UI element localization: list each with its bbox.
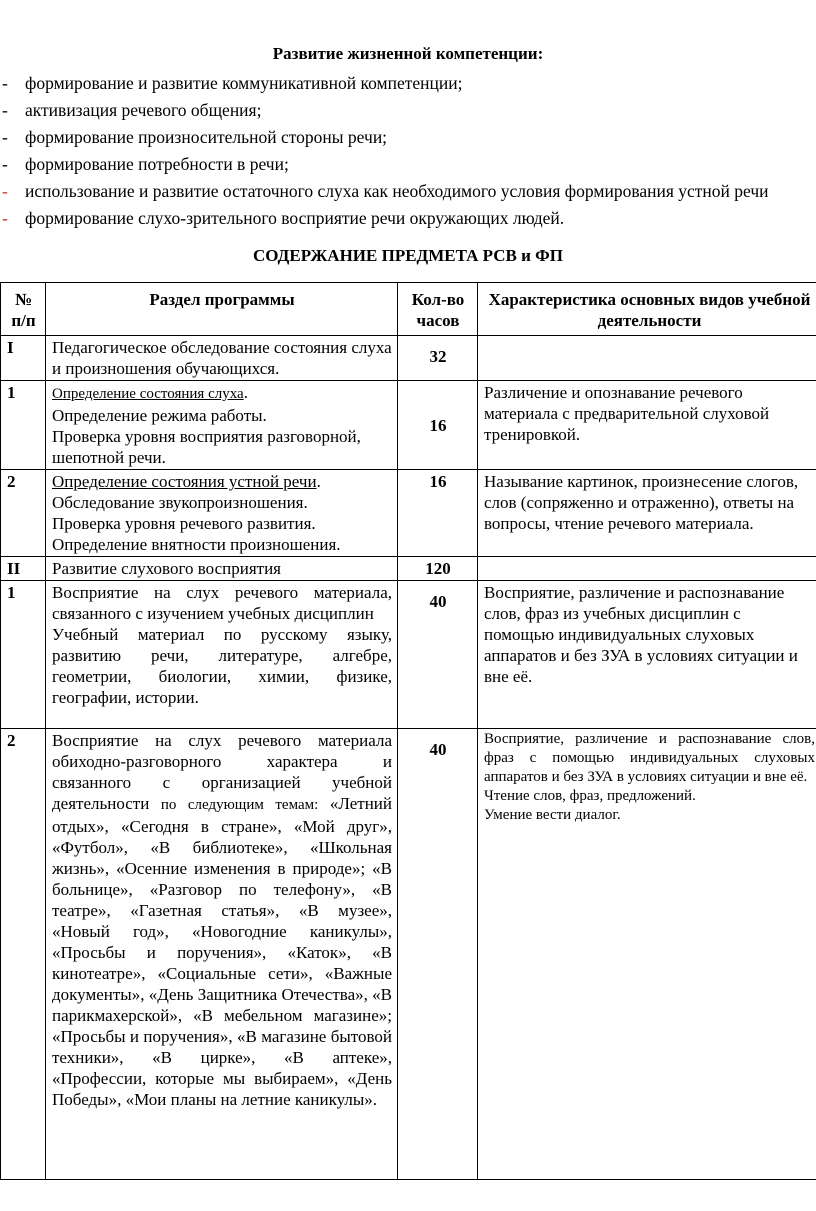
curriculum-table bbox=[0, 282, 816, 1180]
table-row bbox=[1, 381, 816, 470]
bullet-dash: - bbox=[2, 73, 8, 93]
row-activity bbox=[478, 557, 816, 581]
row-activity bbox=[478, 336, 816, 381]
table-row bbox=[1, 581, 816, 729]
row-hours: 120 bbox=[398, 557, 478, 581]
row-hours: 16 bbox=[398, 470, 478, 557]
row-num: II bbox=[1, 557, 46, 581]
table-header-row bbox=[1, 283, 816, 336]
row-num: 2 bbox=[1, 470, 46, 557]
section-line: Проверка уровня восприятия разговорной, шепотной речи. bbox=[52, 427, 361, 467]
section-subheading: Определение состояния устной речи bbox=[52, 472, 317, 491]
row-section bbox=[46, 729, 398, 1180]
bullet-dash: - bbox=[2, 208, 8, 228]
row-num: 2 bbox=[1, 729, 46, 1180]
table-row bbox=[1, 729, 816, 1180]
header-activity: Характеристика основных видов учебной деятельности bbox=[478, 283, 816, 336]
row-hours: 40 bbox=[398, 581, 478, 729]
page-heading: Развитие жизненной компетенции: bbox=[272, 44, 544, 63]
section-line: Проверка уровня речевого развития. bbox=[52, 514, 316, 533]
section-dot: . bbox=[243, 383, 248, 402]
row-num: I bbox=[1, 336, 46, 381]
section-text-small: по следующим темам: bbox=[149, 797, 330, 813]
table-row bbox=[1, 336, 816, 381]
row-section bbox=[46, 470, 398, 557]
header-num: № п/п bbox=[1, 283, 46, 336]
bullet-dash: - bbox=[2, 181, 8, 201]
activity-line: Восприятие, различение и распознавание слов, фраз с помощью индивидуальных слуховых аппаратов и без ЗУА в условиях ситуации и вне её. bbox=[484, 731, 815, 785]
row-num: 1 bbox=[1, 581, 46, 729]
list-item bbox=[0, 124, 816, 151]
row-hours: 40 bbox=[398, 729, 478, 1180]
section-line: Обследование звукопроизношения. bbox=[52, 493, 308, 512]
bullet-text: формирование и развитие коммуникативной компетенции; bbox=[25, 73, 463, 93]
list-item bbox=[0, 151, 816, 178]
row-section: Педагогическое обследование состояния слуха и произношения обучающихся. bbox=[46, 336, 398, 381]
row-activity bbox=[478, 729, 816, 1180]
list-item bbox=[0, 97, 816, 124]
section-line: Определение режима работы. bbox=[52, 406, 267, 425]
bullet-text: формирование слухо-зрительного восприятие речи окружающих людей. bbox=[25, 208, 565, 228]
bullet-list bbox=[0, 70, 816, 232]
bullet-dash: - bbox=[2, 100, 8, 120]
header-section: Раздел программы bbox=[46, 283, 398, 336]
bullet-text: использование и развитие остаточного слуха как необходимого условия формирования устной речи bbox=[25, 181, 769, 201]
row-section bbox=[46, 381, 398, 470]
section-title: СОДЕРЖАНИЕ ПРЕДМЕТА РСВ и ФП bbox=[253, 246, 563, 265]
list-item bbox=[0, 178, 816, 205]
activity-line: Умение вести диалог. bbox=[484, 807, 621, 823]
table-row bbox=[1, 470, 816, 557]
section-dot: . bbox=[316, 472, 321, 491]
bullet-text: формирование произносительной стороны речи; bbox=[25, 127, 388, 147]
row-section bbox=[46, 581, 398, 729]
row-activity: Называние картинок, произнесение слогов, слов (сопряженно и отраженно), ответы на вопросы, чтение речевого материала. bbox=[478, 470, 816, 557]
activity-line: Чтение слов, фраз, предложений. bbox=[484, 788, 696, 804]
bullet-text: формирование потребности в речи; bbox=[25, 154, 289, 174]
section-text-topics: «Летний отдых», «Сегодня в стране», «Мой друг», «Футбол», «В библиотеке», «Школьная жизнь», «Осенние изменения в природе»; «В больнице», «Разговор по телефону», «В театре», «Газетная статья», «В музее», «Новый год», «Новогодние каникулы», «Просьбы и поручения», «Каток», «В кинотеатре», «Социальные сети», «Важные документы», «День Защитника Отечества», «В парикмахерской», «В мебельном магазине»; «Просьбы и поручения», «В магазине бытовой техники», «В цирке», «В аптеке», «Профессии, которые мы выбираем», «День Победы», «Мои планы на летние каникулы». bbox=[52, 794, 392, 1109]
row-activity: Восприятие, различение и распознавание слов, фраз из учебных дисциплин с помощью индивидуальных слуховых аппаратов и без ЗУА в условиях ситуации и вне её. bbox=[478, 581, 816, 729]
bullet-dash: - bbox=[2, 154, 8, 174]
list-item bbox=[0, 70, 816, 97]
table-row bbox=[1, 557, 816, 581]
section-paragraph: Восприятие на слух речевого материала, связанного с изучением учебных дисциплин bbox=[52, 583, 392, 623]
row-activity: Различение и опознавание речевого материала с предварительной слуховой тренировкой. bbox=[478, 381, 816, 470]
row-hours: 32 bbox=[398, 336, 478, 381]
row-num: 1 bbox=[1, 381, 46, 470]
row-hours: 16 bbox=[398, 381, 478, 470]
section-line: Определение внятности произношения. bbox=[52, 535, 341, 554]
header-hours: Кол-во часов bbox=[398, 283, 478, 336]
bullet-dash: - bbox=[2, 127, 8, 147]
section-subheading: Определение состояния слуха bbox=[52, 386, 244, 402]
section-text-start: Восприятие на слух речевого материала обиходно-разговорного характера и связанного с организацией учебной деятельности bbox=[52, 731, 392, 813]
section-paragraph: Учебный материал по русскому языку, развитию речи, литературе, алгебре, геометрии, биологии, химии, физике, географии, истории. bbox=[52, 625, 392, 707]
bullet-text: активизация речевого общения; bbox=[25, 100, 262, 120]
row-section: Развитие слухового восприятия bbox=[46, 557, 398, 581]
list-item bbox=[0, 205, 816, 232]
